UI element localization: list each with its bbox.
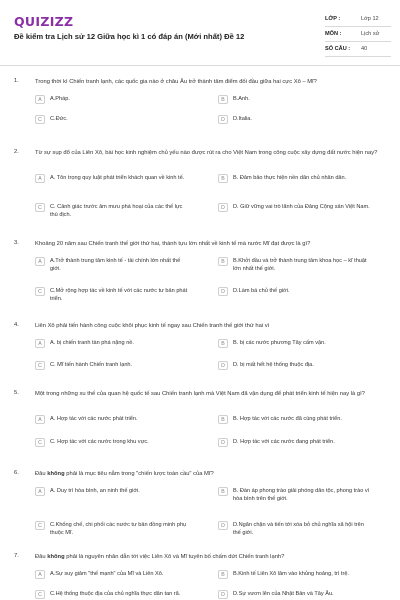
option-letter-box: D [218,287,228,296]
question-text-part: Đâu [35,471,48,477]
meta-value: Lớp 12 [361,16,379,22]
answer-option-c[interactable] [35,115,190,124]
question-text: Trong thời kì Chiến tranh lạnh, các quốc gia nào ở châu Âu trở thành tâm điểm đối đầu giữa hai cực Xô – Mĩ? [35,79,317,85]
answer-option-d[interactable] [218,438,373,447]
question-text-emphasis: không [47,471,65,477]
option-letter-box: B [218,174,228,183]
option-letter-box: A [35,95,45,104]
option-letter-box: A [35,339,45,348]
answer-option-c[interactable] [35,590,190,599]
question-text: Khoảng 20 năm sau Chiến tranh thế giới thứ hai, thành tựu lớn nhất về kinh tế mà nước Mĩ đạt được là gì? [35,241,311,247]
option-letter-box: C [35,590,45,599]
option-text: D. Giữ vững vai trò lãnh của Đảng Cộng sản Việt Nam. [233,204,370,210]
answer-option-d[interactable] [218,203,373,212]
question-number: 5. [14,390,19,396]
option-letter-box: D [218,590,228,599]
answer-option-d[interactable] [218,115,373,124]
option-text: C.Mở rộng hợp tác về kinh tế với các nước tư bản phát triển. [50,288,188,302]
answer-option-b[interactable] [218,339,373,348]
option-letter-box: B [218,570,228,579]
option-letter-box: D [218,203,228,212]
answer-option-a[interactable] [35,174,190,183]
option-letter-box: C [35,438,45,447]
meta-row-subject [325,27,391,42]
option-text: B. Đảm bảo thực hiện nền dân chủ nhân dân. [233,175,347,181]
answer-option-b[interactable] [218,174,373,183]
answer-option-c[interactable] [35,438,190,447]
meta-row-class [325,12,391,27]
option-text: A.Sự suy giảm "thế mạnh" của Mĩ và Liên Xô. [50,571,164,577]
answer-option-b[interactable] [218,415,373,424]
question-text-part: phải là mục tiêu nằm trong "chiến lược toàn cầu" của Mĩ? [64,471,214,477]
option-letter-box: B [218,339,228,348]
meta-row-count [325,42,391,57]
answer-option-c[interactable] [35,361,190,370]
meta-value: 40 [361,46,368,52]
option-letter-box: B [218,487,228,496]
option-letter-box: D [218,115,228,124]
option-text: B. bị các nước phương Tây cấm vận. [233,340,326,346]
header-divider [0,65,400,66]
option-text: D.Italia. [233,116,252,122]
option-text: C.Khống chế, chi phối các nước tư bản đồng minh phụ thuộc Mĩ. [50,522,187,536]
meta-label: SỐ CÂU : [325,46,351,52]
answer-option-a[interactable] [35,257,190,273]
answer-option-b[interactable] [218,257,373,273]
option-letter-box: A [35,257,45,266]
meta-value: Lịch sử [361,31,380,37]
option-letter-box: B [218,257,228,266]
question-text: Từ sự sụp đổ của Liên Xô, bài học kinh nghiệm chủ yếu nào được rút ra cho Việt Nam trong công cuộc xây dựng đất nước hiện nay? [35,150,378,156]
question-number: 1. [14,78,19,84]
option-text: B. Hợp tác với các nước đã cùng phát triển. [233,416,342,422]
answer-option-c[interactable] [35,203,190,219]
option-letter-box: C [35,287,45,296]
question-text [35,470,390,479]
option-text: D.Ngăn chặn và tiến tới xóa bỏ chủ nghĩa xã hội trên thế giới. [233,522,364,536]
meta-label: MÔN : [325,31,342,37]
option-letter-box: A [35,487,45,496]
option-text: B. Đàn áp phong trào giải phóng dân tộc, phong trào vì hòa bình trên thế giới. [233,488,370,502]
question-number: 3. [14,240,19,246]
answer-option-a[interactable] [35,487,190,496]
answer-option-d[interactable] [218,590,373,599]
option-letter-box: A [35,415,45,424]
meta-label: LỚP : [325,16,341,22]
option-text: A.Trở thành trung tâm kinh tế - tài chính lớn nhất thế giới. [50,258,181,272]
option-letter-box: D [218,438,228,447]
answer-option-d[interactable] [218,361,373,370]
answer-option-c[interactable] [35,521,190,537]
answer-option-b[interactable] [218,95,373,104]
answer-option-d[interactable] [218,287,373,296]
option-letter-box: D [218,521,228,530]
question-text-part: phải là nguyên nhân dẫn tới việc Liên Xô và Mĩ tuyên bố chấm dứt Chiến tranh lạnh? [64,554,285,560]
option-text: A. Duy trì hòa bình, an ninh thế giới. [50,488,140,494]
document-title: Đề kiểm tra Lịch sử 12 Giữa học kì 1 có đáp án (Mới nhất) Đề 12 [14,32,245,41]
option-letter-box: B [218,415,228,424]
option-letter-box: B [218,95,228,104]
answer-option-c[interactable] [35,287,190,303]
option-text: B.Kinh tế Liên Xô lâm vào khủng hoảng, trì trệ. [233,571,349,577]
meta-table [325,12,391,57]
option-text: C.Hệ thống thuộc địa của chủ nghĩa thực dân tan rã. [50,591,181,597]
answer-option-a[interactable] [35,570,190,579]
option-text: C. Hợp tác với các nước trong khu vực. [50,439,149,445]
answer-option-a[interactable] [35,415,190,424]
header [0,0,400,70]
option-letter-box: C [35,203,45,212]
question-text: Một trong những xu thế của quan hệ quốc tế sau Chiến tranh lạnh mà Việt Nam đã vận dụng để phát triển kinh tế hiện nay là gì? [35,391,365,397]
question-text-part: Đâu [35,554,48,560]
question-text [35,553,390,562]
question-text-emphasis: không [47,554,65,560]
option-text: C. Mĩ tiến hành Chiến tranh lạnh. [50,362,133,368]
option-text: D. bị mất hết hệ thống thuộc địa. [233,362,314,368]
option-letter-box: A [35,570,45,579]
question-number: 6. [14,470,19,476]
question-number: 2. [14,149,19,155]
option-letter-box: D [218,361,228,370]
option-letter-box: C [35,361,45,370]
option-text: A.Pháp. [50,96,70,102]
option-text: A. bị chiến tranh tàn phá nặng nề. [50,340,134,346]
option-text: D.Làm bá chủ thế giới. [233,288,290,294]
option-text: A. Tôn trọng quy luật phát triển khách quan về kinh tế. [50,175,185,181]
answer-option-d[interactable] [218,521,373,537]
option-text: B.Khởi đầu và trở thành trung tâm khoa học – kĩ thuật lớn nhất thế giới. [233,258,367,272]
option-text: B.Anh. [233,96,250,102]
option-text: D.Sự vươn lên của Nhật Bản và Tây Âu. [233,591,334,597]
question-number: 4. [14,322,19,328]
answer-option-a[interactable] [35,95,190,104]
answer-option-a[interactable] [35,339,190,348]
question-number: 7. [14,553,19,559]
answer-option-b[interactable] [218,487,373,503]
option-letter-box: C [35,521,45,530]
option-text: D. Hợp tác với các nước đang phát triển. [233,439,335,445]
option-letter-box: C [35,115,45,124]
option-letter-box: A [35,174,45,183]
answer-option-b[interactable] [218,570,373,579]
option-text: C. Cảnh giác trước âm mưu phá hoại của các thế lực thù địch. [50,204,183,218]
question-text: Liên Xô phải tiến hành công cuộc khôi phục kinh tế ngay sau Chiến tranh thế giới thứ hai vì [35,323,270,329]
option-text: A. Hợp tác với các nước phát triển. [50,416,138,422]
option-text: C.Đức. [50,116,68,122]
quizizz-logo: QUIZIZZ [14,14,74,29]
